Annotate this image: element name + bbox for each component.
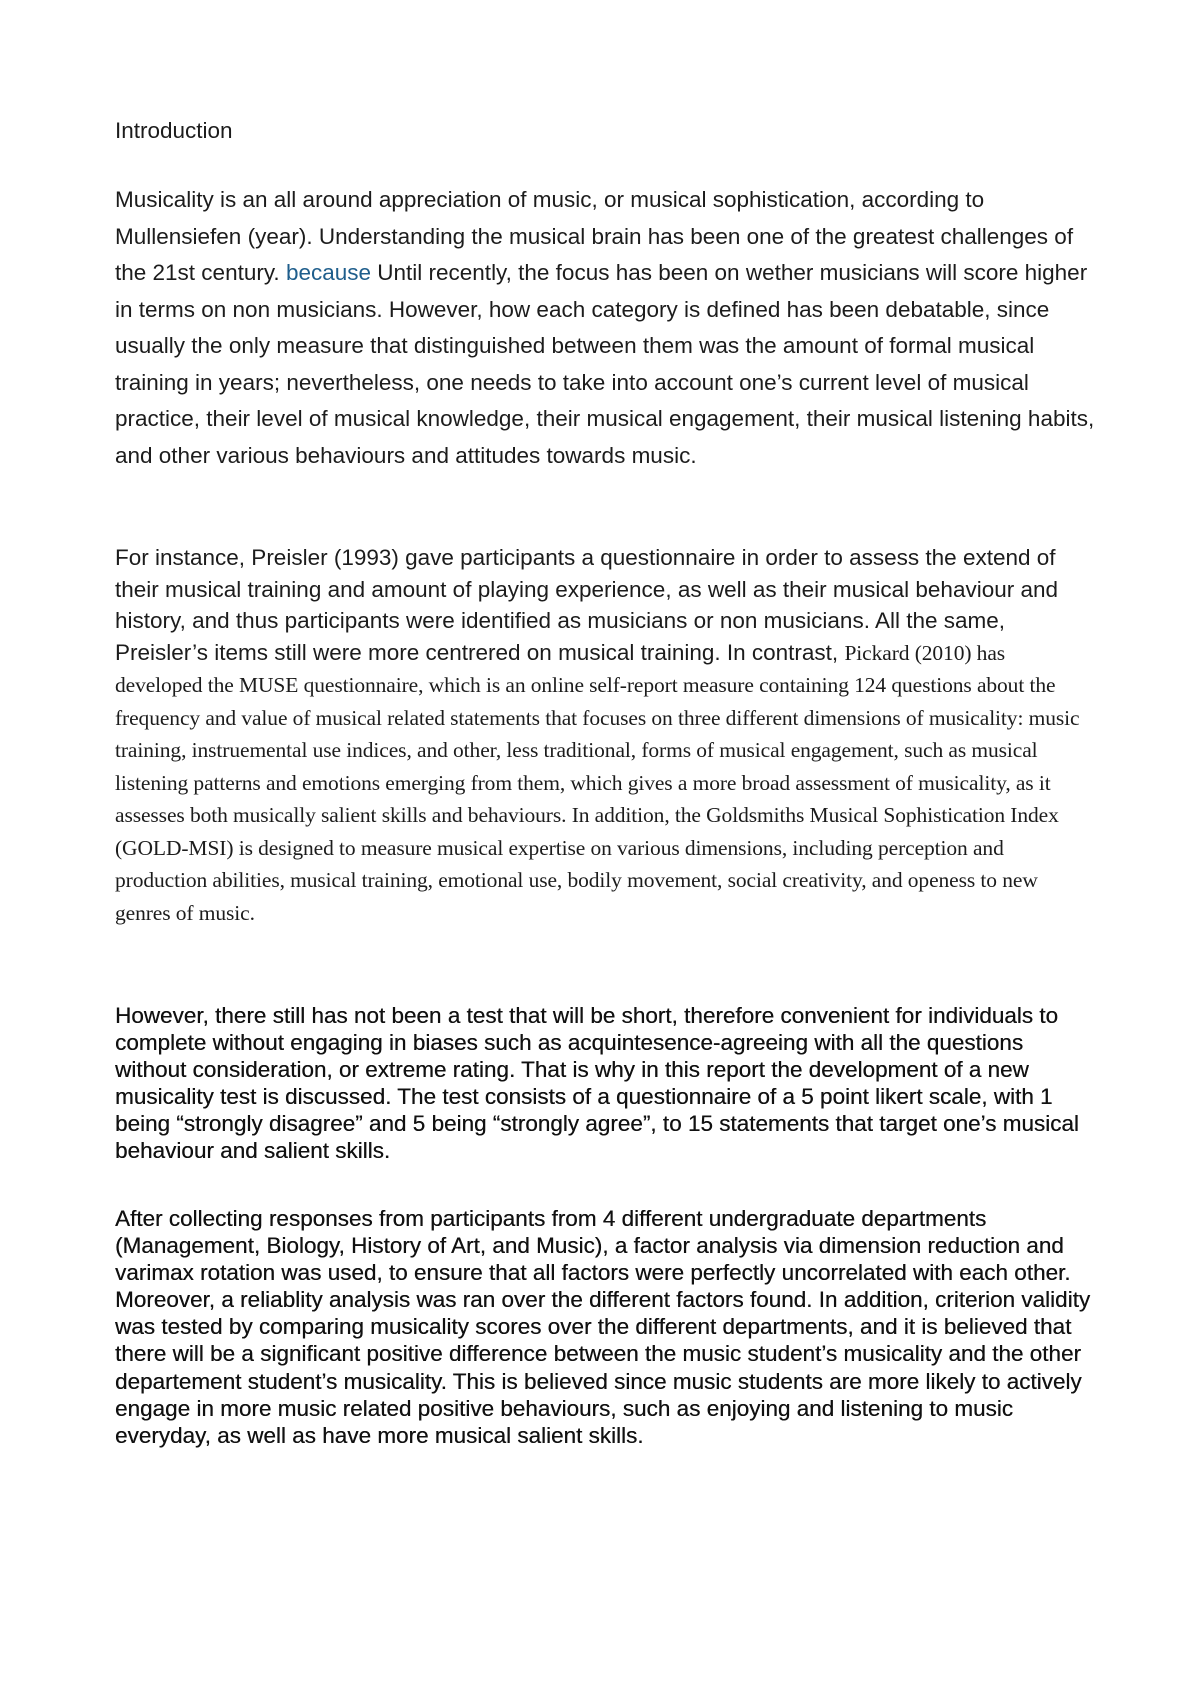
paragraph-questionnaires-serif-text: Pickard (2010) has developed the MUSE questionnaire, which is an online self-report measure containing 124 questions about the frequency and value of musical related statements that focuses on three different dimensions of musicality: music training, instruemental use indices, and other, less traditional, forms of musical engagement, such as musical listening patterns and emotions emerging from them, which gives a more broad assessment of musicality, as it assesses both musically salient skills and behaviours. In addition, the Goldsmiths Musical Sophistication Index (GOLD-MSI) is designed to measure musical expertise on various dimensions, including perception and production abilities, musical training, emotional use, bodily movement, social creativity, and openess to new genres of music. xyxy=(115,640,1080,925)
paragraph-new-test: However, there still has not been a test that will be short, therefore convenient for individuals to complete without engaging in biases such as acquintesence-agreeing with all the questions without consideration, or extreme rating. That is why in this report the development of a new musicality test is discussed. The test consists of a questionnaire of a 5 point likert scale, with 1 being “strongly disagree” and 5 being “strongly agree”, to 15 statements that target one’s musical behaviour and salient skills. xyxy=(115,1003,1079,1164)
paragraph-introduction xyxy=(115,182,1095,474)
inline-link-because[interactable]: because xyxy=(285,260,372,285)
section-heading: Introduction xyxy=(115,118,233,143)
paragraph-introduction-text-end: Until recently, the focus has been on wether musicians will score higher in terms on non musicians. However, how each category is defined has been debatable, since usually the only measure that distinguished between them was the amount of formal musical training in years; nevertheless, one needs to take into account one’s current level of musical practice, their level of musical knowledge, their musical engagement, their musical listening habits, and other various behaviours and attitudes towards music. xyxy=(115,260,1095,468)
paragraph-introduction-text-start: Musicality is an all around appreciation of music, or musical sophistication, according to Mullensiefen (year). Understanding the musical brain has been one of the greatest challenges of the 21st century. xyxy=(115,187,1074,285)
paragraph-questionnaires-sans-text: For instance, Preisler (1993) gave participants a questionnaire in order to assess the extend of their musical training and amount of playing experience, as well as their musical behaviour and history, and thus participants were identified as musicians or non musicians. All the same, Preisler’s items still were more centrered on musical training. In contrast, xyxy=(115,545,1059,665)
paragraph-method: After collecting responses from participants from 4 different undergraduate departments (Management, Biology, History of Art, and Music), a factor analysis via dimension reduction and varimax rotation was used, to ensure that all factors were perfectly uncorrelated with each other. Moreover, a reliablity analysis was ran over the different factors found. In addition, criterion validity was tested by comparing musicality scores over the different departments, and it is believed that there will be a significant positive difference between the music student’s musicality and the other departement student’s musicality. This is believed since music students are more likely to actively engage in more music related positive behaviours, such as enjoying and listening to music everyday, as well as have more musical salient skills. xyxy=(115,1206,1091,1448)
paragraph-questionnaires xyxy=(115,542,1095,929)
